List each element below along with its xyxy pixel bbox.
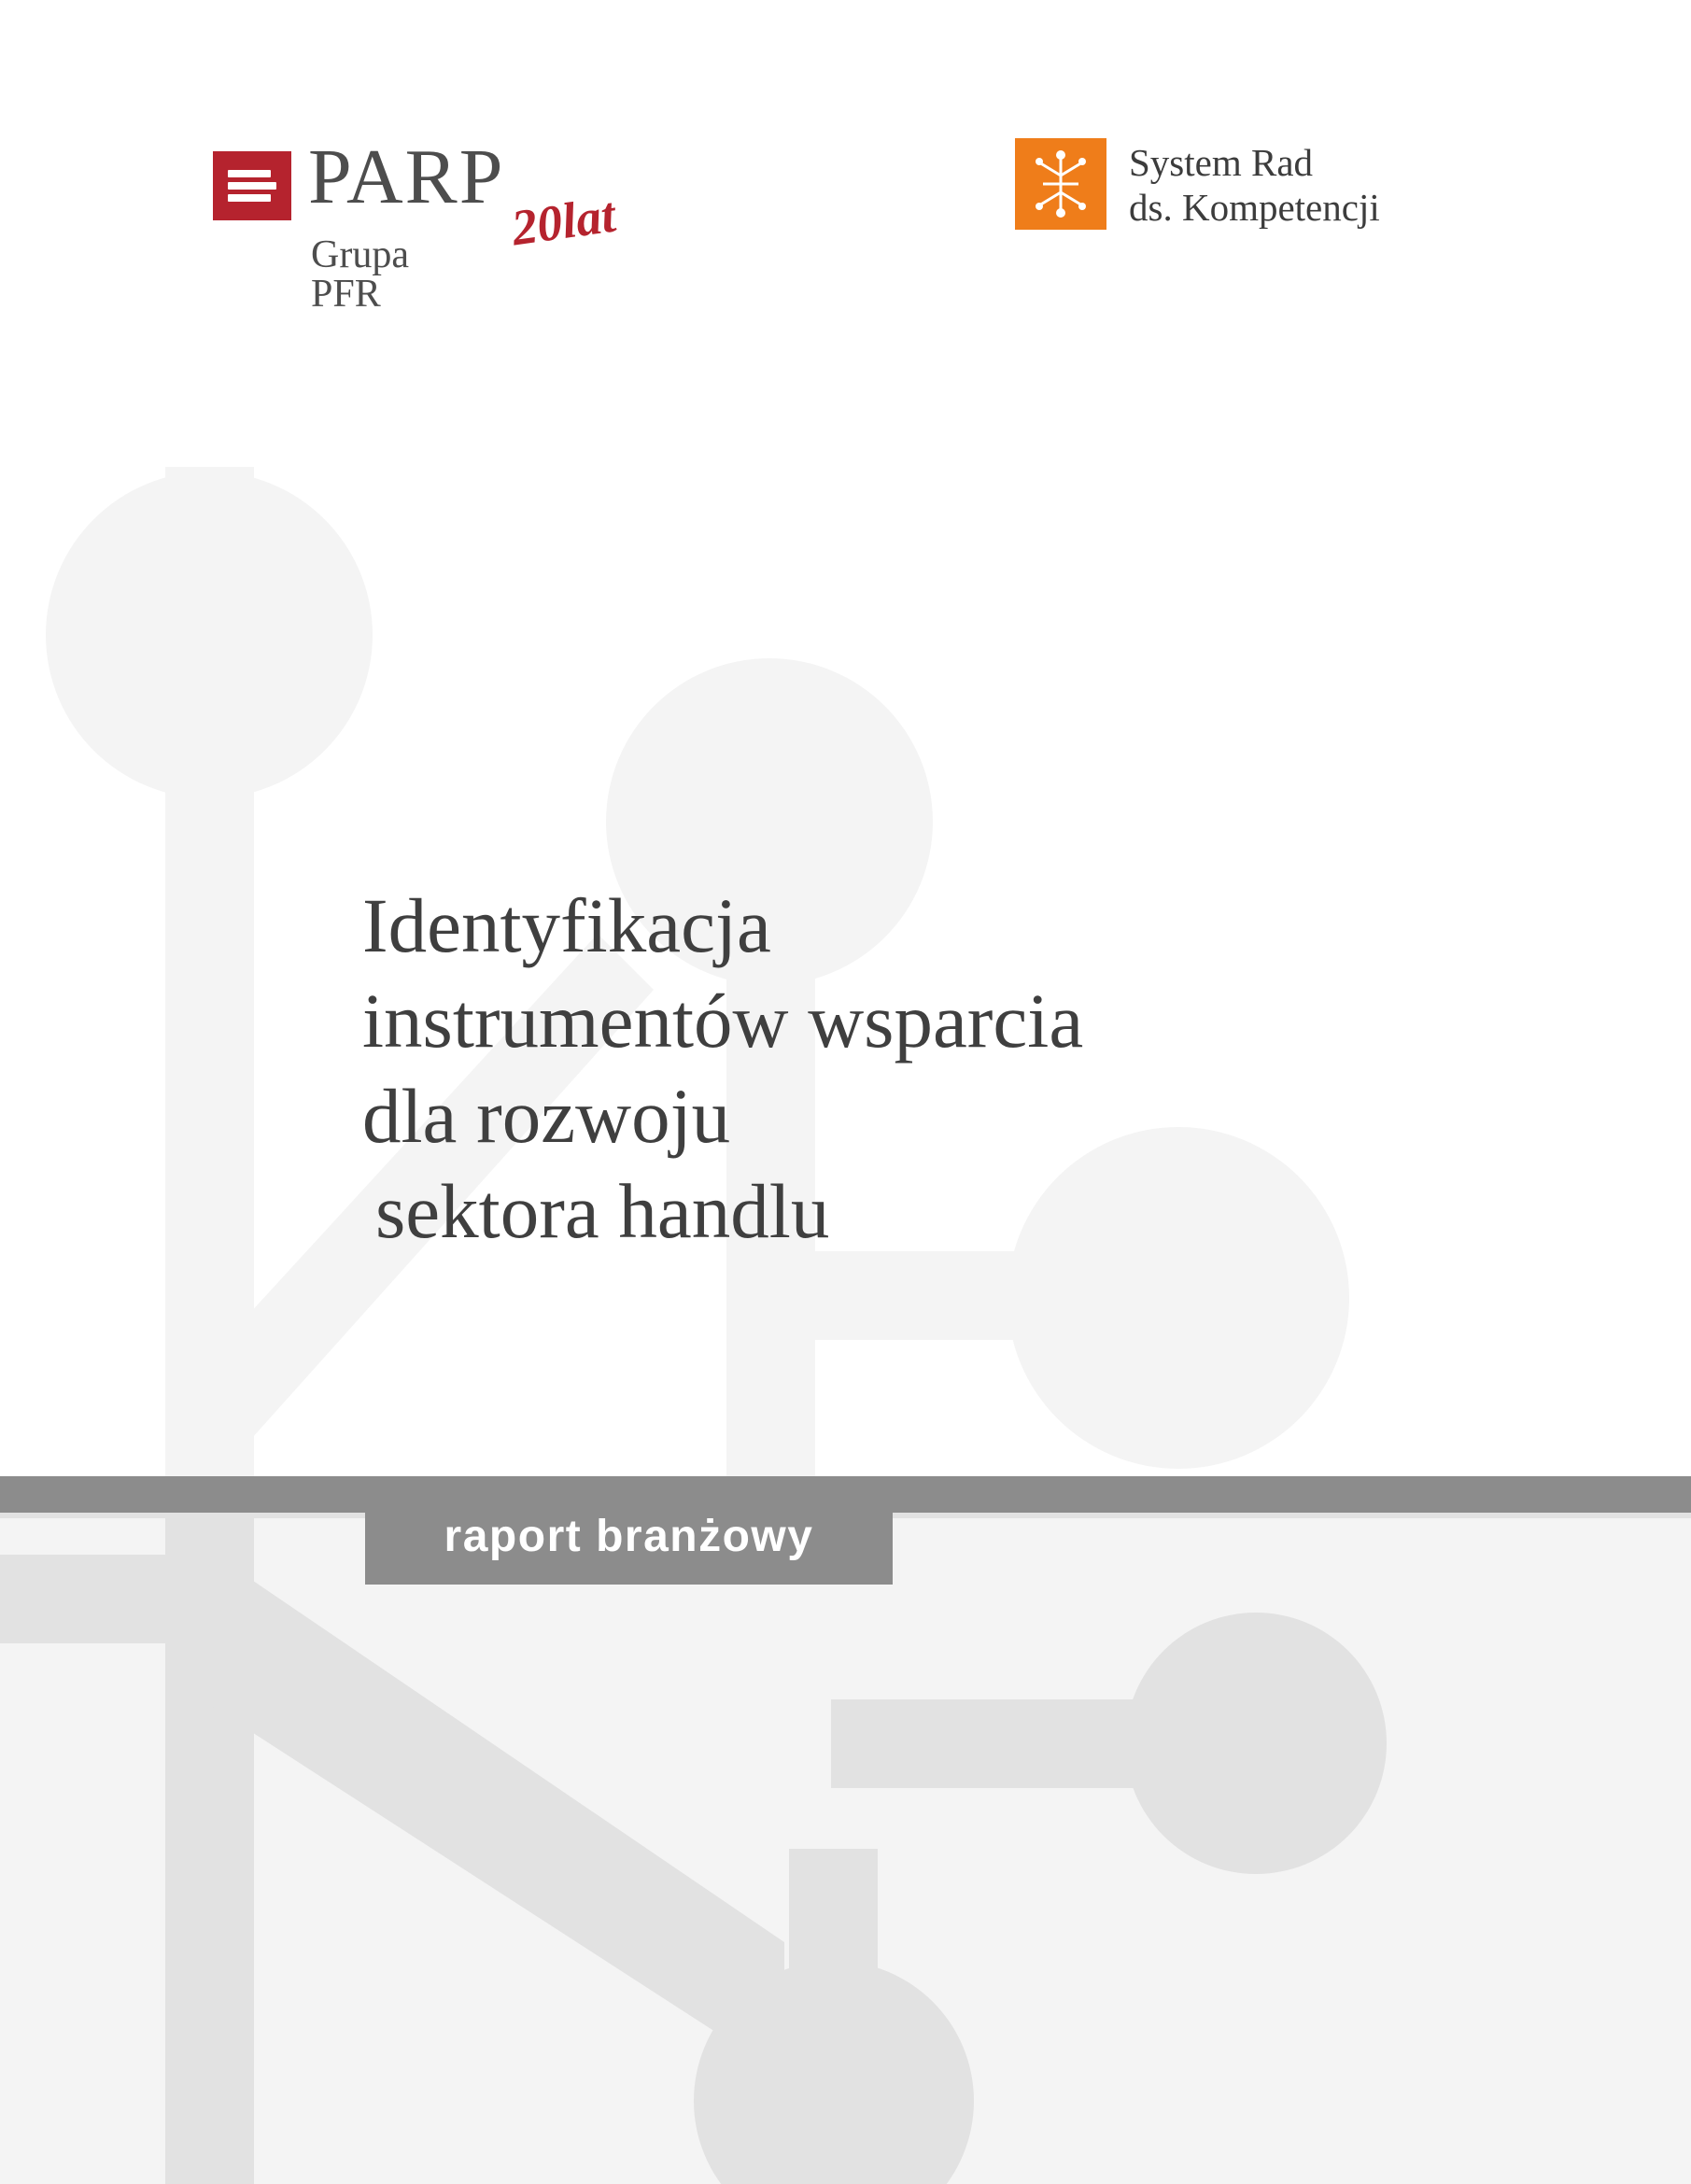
srk-logo-line2: ds. Kompetencji: [1129, 186, 1380, 230]
subtitle-label: raport branżowy: [444, 1511, 814, 1561]
title-line-2: instrumentów wsparcia: [362, 978, 1084, 1064]
subtitle-badge: [365, 1487, 893, 1585]
title-line-3: dla rozwoju: [362, 1073, 731, 1160]
parp-wordmark: PARP: [308, 134, 505, 220]
parp-mark-icon: [213, 151, 291, 220]
srk-logo-line1: System Rad: [1129, 141, 1314, 184]
srk-network-icon: [1015, 138, 1106, 230]
page-title: [362, 878, 1520, 1259]
srk-logo-text: [1129, 140, 1380, 231]
title-line-1: Identyfikacja: [362, 882, 771, 968]
parp-subtitle: Grupa PFR: [311, 233, 409, 316]
logo-header: [0, 0, 1691, 316]
parp-anniversary-mark: 20lat: [508, 186, 619, 257]
title-line-4: sektora handlu: [375, 1168, 830, 1255]
